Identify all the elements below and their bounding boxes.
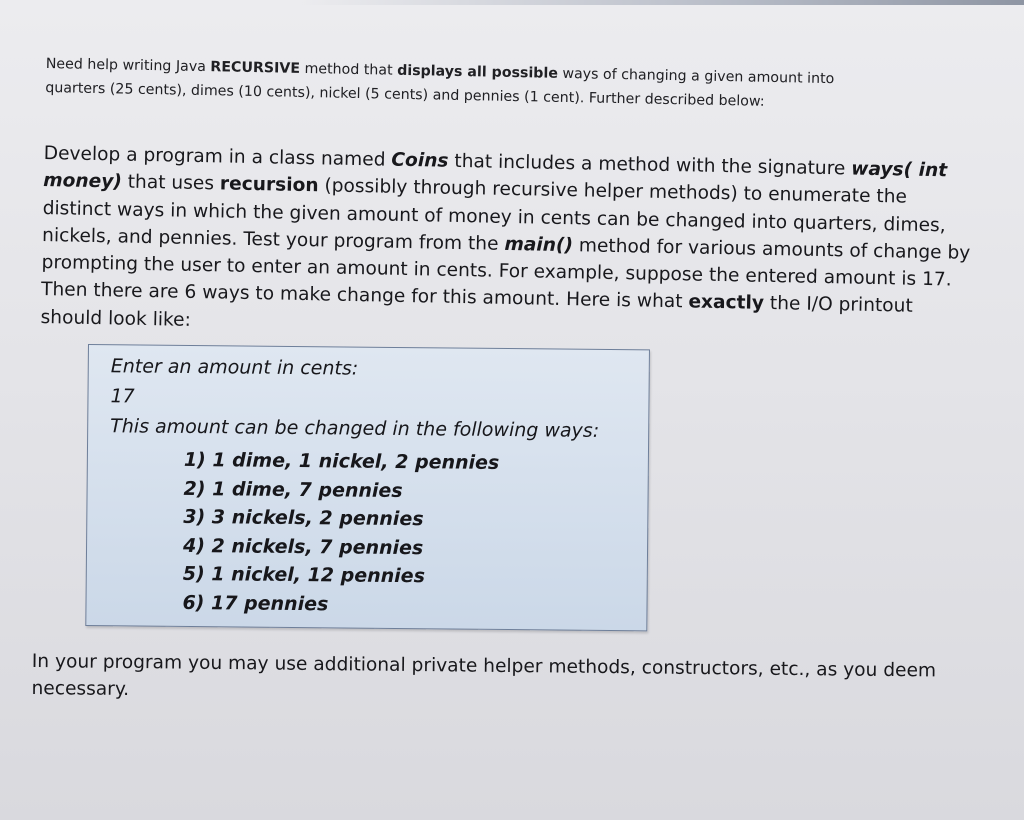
io-input-line: 17 (110, 385, 135, 408)
io-ways-list (182, 446, 499, 621)
io-way-item: 6) 17 pennies (182, 591, 329, 616)
io-way-item: 5) 1 nickel, 12 pennies (182, 563, 426, 588)
desc-text-4: (possibly through recursive helper methods) to enumerate the distinct ways in which the given amount of money in cents can be changed into quarters, dimes, nickels, and pennies. Test your program from the (41, 175, 946, 255)
io-result-heading: This amount can be changed in the following ways: (110, 415, 600, 442)
io-way-item: 4) 2 nickels, 7 pennies (182, 534, 424, 560)
intro-bold-recursive: RECURSIVE (210, 59, 301, 77)
desc-text-1: Develop a program in a class named (43, 142, 392, 171)
main-method: main() (504, 233, 574, 257)
io-way-item: 3) 3 nickels, 2 pennies (183, 506, 424, 531)
intro-bold-all-possible: displays all possible (396, 62, 559, 82)
class-name-coins: Coins (391, 149, 449, 172)
desc-text-3: that uses (121, 171, 221, 195)
bold-recursion: recursion (219, 173, 319, 197)
desc-text-6: the I/O printout should look like: (40, 293, 913, 331)
assignment-description (40, 140, 973, 349)
intro-text-1: Need help writing Java (45, 55, 211, 76)
io-prompt-line: Enter an amount in cents: (110, 355, 359, 380)
desc-text-5: method for various amounts of change by prompting the user to enter an amount in cents. For example, suppose the entered amount is 17. Then there are 6 ways to make change for this amount. Here is what (40, 235, 971, 313)
io-example-box (85, 344, 650, 631)
intro-text-3: ways of changing a given amount into quarters (25 cents), dimes (10 cents), nickel (5 cents) and pennies (1 cent). Further described below: (45, 65, 835, 110)
io-way-item: 2) 1 dime, 7 pennies (183, 477, 403, 502)
closing-note: In your program you may use additional private helper methods, constructors, etc., as you deem necessary. (31, 650, 937, 701)
screen-top-edge (300, 0, 1024, 5)
bold-exactly: exactly (688, 291, 765, 315)
method-signature: ways( int money) (43, 158, 948, 193)
question-intro (45, 52, 866, 116)
intro-text-2: method that (299, 60, 398, 79)
desc-text-2: that includes a method with the signature (448, 150, 852, 180)
io-way-item: 1) 1 dime, 1 nickel, 2 pennies (183, 448, 500, 474)
